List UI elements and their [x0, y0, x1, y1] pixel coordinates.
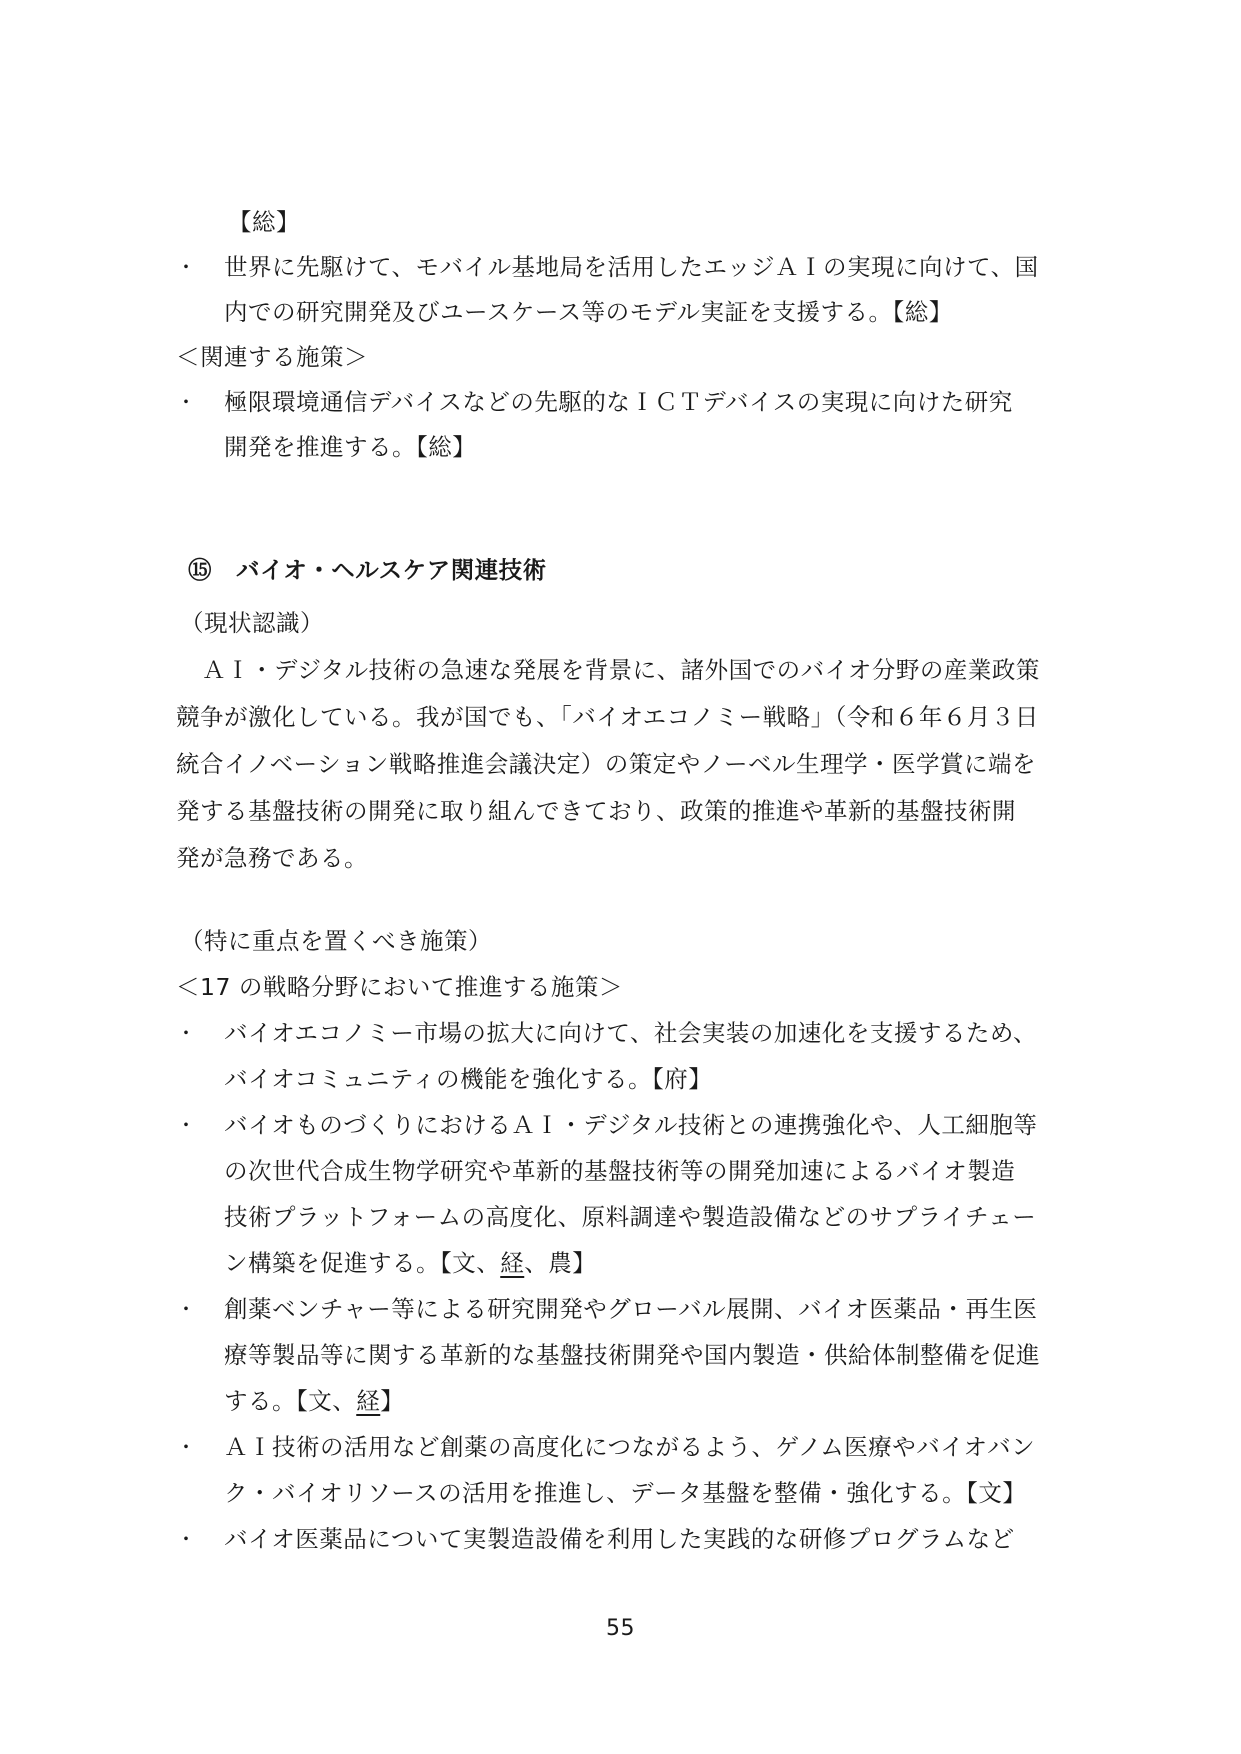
bullet-text: バイオものづくりにおけるＡＩ・デジタル技術との連携強化や、人工細胞等	[224, 1111, 1038, 1139]
bullet-text: 世界に先駆けて、モバイル基地局を活用したエッジＡＩの実現に向けて、国	[224, 253, 1039, 281]
bullet-text: 内での研究開発及びユースケース等のモデル実証を支援する。【総】	[224, 298, 953, 326]
paragraph-line: ＡＩ・デジタル技術の急速な発展を背景に、諸外国でのバイオ分野の産業政策	[202, 656, 1040, 684]
bullet-text: 技術プラットフォームの高度化、原料調達や製造設備などのサプライチェー	[224, 1203, 1037, 1231]
underlined-ministry: 経	[356, 1387, 381, 1415]
bullet-text: の次世代合成生物学研究や革新的基盤技術等の開発加速によるバイオ製造	[224, 1157, 1016, 1185]
sub-heading: ＜17 の戦略分野において推進する施策＞	[176, 973, 623, 1001]
paragraph-line: 統合イノベーション戦略推進会議決定）の策定やノーベル生理学・医学賞に端を	[176, 750, 1037, 778]
bullet-text: バイオエコノミー市場の拡大に向けて、社会実装の加速化を支援するため、	[224, 1019, 1037, 1047]
bullet-mark: ・	[176, 1435, 197, 1459]
text-segment: する。【文、	[224, 1387, 357, 1415]
bullet-text: 療等製品等に関する革新的な基盤技術開発や国内製造・供給体制整備を促進	[224, 1341, 1040, 1369]
bullet-text: バイオ医薬品について実製造設備を利用した実践的な研修プログラムなど	[224, 1525, 1015, 1553]
bullet-text: 開発を推進する。【総】	[224, 433, 477, 461]
tag-line: 【総】	[228, 208, 300, 236]
text-segment: 】	[380, 1387, 405, 1415]
paragraph-line: 競争が激化している。我が国でも、「バイオエコノミー戦略」（令和６年６月３日	[176, 703, 1039, 731]
bullet-text: ＡＩ技術の活用など創薬の高度化につながるよう、ゲノム医療やバイオバン	[224, 1433, 1036, 1461]
text-segment: ン構築を促進する。【文、	[224, 1249, 501, 1277]
text-segment: 、農】	[524, 1249, 597, 1277]
page-number: 55	[606, 1616, 635, 1641]
bullet-mark: ・	[176, 1113, 197, 1137]
paragraph-line: 発が急務である。	[176, 844, 368, 872]
section-number: ⑮	[188, 556, 212, 584]
sub-heading: （特に重点を置くべき施策）	[180, 927, 492, 955]
bullet-mark: ・	[176, 1527, 197, 1551]
bullet-mark: ・	[176, 1021, 197, 1045]
bullet-mark: ・	[176, 390, 197, 414]
bullet-text: バイオコミュニティの機能を強化する。【府】	[224, 1065, 713, 1093]
bullet-text: 極限環境通信デバイスなどの先駆的なＩＣＴデバイスの実現に向けた研究	[224, 388, 1013, 416]
section-heading: バイオ・ヘルスケア関連技術	[236, 556, 547, 584]
bullet-text	[224, 1386, 404, 1416]
bullet-mark: ・	[176, 1297, 197, 1321]
sub-heading: ＜関連する施策＞	[176, 343, 368, 371]
underlined-ministry: 経	[500, 1249, 525, 1277]
paragraph-line: 発する基盤技術の開発に取り組んできており、政策的推進や革新的基盤技術開	[176, 797, 1016, 825]
bullet-mark: ・	[176, 255, 197, 279]
bullet-text	[224, 1248, 596, 1278]
sub-heading: （現状認識）	[180, 609, 324, 637]
bullet-text: 創薬ベンチャー等による研究開発やグローバル展開、バイオ医薬品・再生医	[224, 1295, 1038, 1323]
bullet-text: ク・バイオリソースの活用を推進し、データ基盤を整備・強化する。【文】	[224, 1479, 1027, 1507]
